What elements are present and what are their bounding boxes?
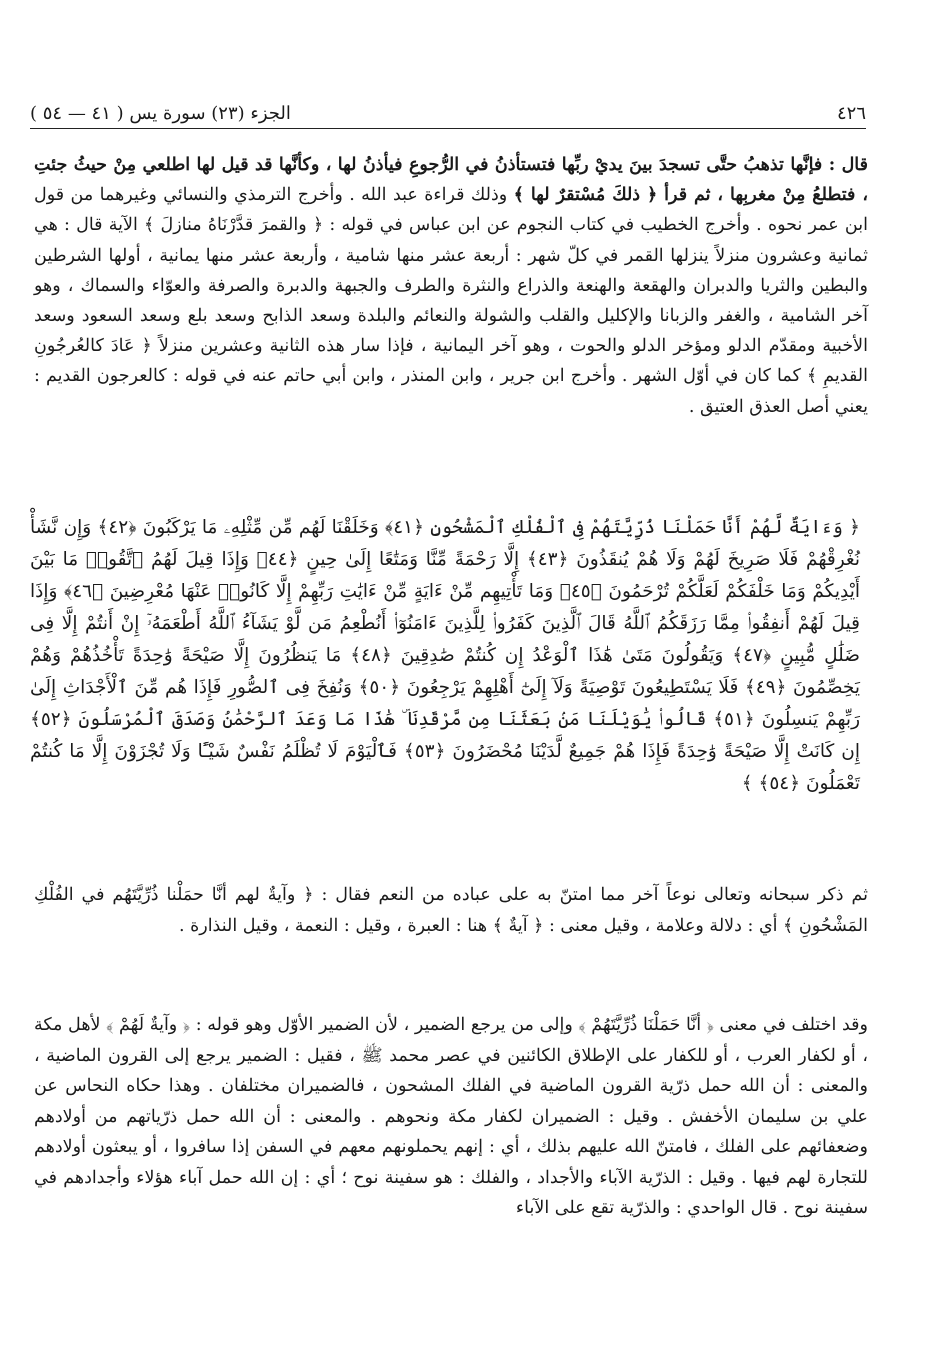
commentary-paragraph-1 — [34, 150, 868, 422]
header-divider — [30, 128, 866, 129]
page-number: ٤٢٦ — [836, 103, 866, 124]
page-header — [30, 96, 866, 124]
running-title: الجزء (٢٣) سورة يس ( ٤١ — ٥٤ ) — [30, 103, 291, 124]
quran-verses-block: ﴿ وَءَايَةٌ لَّهُمْ أَنَّا حَمَلْنَا ذُرِّيَّتَهُمْ فِى ٱلْفُلْكِ ٱلْمَشْحُونِ ﴿٤١﴾ وَخَلَقْنَا لَهُم مِّن مِّثْلِهِۦ مَا يَرْكَبُونَ ﴿٤٢﴾ وَإِن نَّشَأْ نُغْرِقْهُمْ فَلَا صَرِيخَ لَهُمْ وَلَا هُمْ يُنقَذُونَ ﴿٤٣﴾ إِلَّا رَحْمَةً مِّنَّا وَمَتَٰعًا إِلَىٰ حِينٍ ﴿٤٤﴾ وَإِذَا قِيلَ لَهُمُ ٱتَّقُوا۟ مَا بَيْنَ أَيْدِيكُمْ وَمَا خَلْفَكُمْ لَعَلَّكُمْ تُرْحَمُونَ ﴿٤٥﴾ وَمَا تَأْتِيهِم مِّنْ ءَايَةٍ مِّنْ ءَايَٰتِ رَبِّهِمْ إِلَّا كَانُوا۟ عَنْهَا مُعْرِضِينَ ﴿٤٦﴾ وَإِذَا قِيلَ لَهُمْ أَنفِقُوا۟ مِمَّا رَزَقَكُمُ ٱللَّهُ قَالَ ٱلَّذِينَ كَفَرُوا۟ لِلَّذِينَ ءَامَنُوٓا۟ أَنُطْعِمُ مَن لَّوْ يَشَآءُ ٱللَّهُ أَطْعَمَهُۥٓ إِنْ أَنتُمْ إِلَّا فِى ضَلَٰلٍ مُّبِينٍ ﴿٤٧﴾ وَيَقُولُونَ مَتَىٰ هَٰذَا ٱلْوَعْدُ إِن كُنتُمْ صَٰدِقِينَ ﴿٤٨﴾ مَا يَنظُرُونَ إِلَّا صَيْحَةً وَٰحِدَةً تَأْخُذُهُمْ وَهُمْ يَخِصِّمُونَ ﴿٤٩﴾ فَلَا يَسْتَطِيعُونَ تَوْصِيَةً وَلَآ إِلَىٰٓ أَهْلِهِمْ يَرْجِعُونَ ﴿٥٠﴾ وَنُفِخَ فِى ٱلصُّورِ فَإِذَا هُم مِّنَ ٱلْأَجْدَاثِ إِلَىٰ رَبِّهِمْ يَنسِلُونَ ﴿٥١﴾ قَالُوا۟ يَٰوَيْلَنَا مَنۢ بَعَثَنَا مِن مَّرْقَدِنَا ۜ هَٰذَا مَا وَعَدَ ٱلرَّحْمَٰنُ وَصَدَقَ ٱلْمُرْسَلُونَ ﴿٥٢﴾ إِن كَانَتْ إِلَّا صَيْحَةً وَٰحِدَةً فَإِذَا هُمْ جَمِيعٌ لَّدَيْنَا مُحْضَرُونَ ﴿٥٣﴾ فَٱلْيَوْمَ لَا تُظْلَمُ نَفْسٌ شَيْـًٔا وَلَا تُجْزَوْنَ إِلَّا مَا كُنتُمْ تَعْمَلُونَ ﴿٥٤﴾ ﴾ — [30, 517, 861, 794]
commentary-paragraph-2: ثم ذكر سبحانه وتعالى نوعاً آخر مما امتنّ به على عباده من النعم فقال : ﴿ وآيةٌ لهم أنَّا حمَلْنا ذُرِّيَّتَهُم في الفُلْكِ المَشْحُونِ ﴾ أي : دلالة وعلامة ، وقيل معنى : ﴿ آيةٌ ﴾ هنا : العبرة ، وقيل : النعمة ، وقيل النذارة . — [34, 885, 868, 936]
commentary-text: وذلك قراءة عبد الله . وأخرج الترمذي والنسائي وغيرهما من قول ابن عمر نحوه . وأخرج الخطيب في كتاب النجوم عن ابن عباس في قوله : ﴿ والقمرَ قدَّرْنَاهُ منازلَ ﴾ الآية قال : هي ثمانية وعشرون منزلاً ينزلها القمر في كلّ شهر : أربعة عشر منها شامية ، وأربعة عشر منها يمانية ، أولها الشرطين والبطين والثريا والدبران والهقعة والهنعة والذراع والنثرة والطرف والجبهة والدبرة والصرفة والعوّاء والسماك ، وهو آخر الشامية ، والغفر والزبانا والإكليل والقلب والشولة والنعائم والبلدة وسعد الذابح وسعد بلع وسعد السعود وسعد الأخبية ومقدّم الدلو ومؤخر الدلو والحوت ، وهو آخر اليمانية ، فإذا سار هذه الثانية وعشرين منزلاً ﴿ عَادَ كالعُرجُونِ القديمِ ﴾ كما كان في أوّل الشهر . وأخرج ابن جرير ، وابن المنذر ، وابن أبي حاتم عنه في قوله : كالعرجون القديم : يعني أصل العذق العتيق . — [34, 185, 868, 417]
commentary-paragraph-3: وقد اختلف في معنى ﴿ أنَّا حَمَلْنَا ذُرِّيَّتَهُمْ ﴾ وإلى من يرجع الضمير ، لأن الضمير الأوّل وهو قوله : ﴿ وآيةٌ لَهُمْ ﴾ لأهل مكة ، أو لكفار العرب ، أو للكفار على الإطلاق الكائنين في عصر محمد ﷺ ، فقيل : الضمير يرجع إلى القرون الماضية ، والمعنى : أن الله حمل ذرّية القرون الماضية في الفلك المشحون ، فالضميران مختلفان . وهذا حكاه النحاس عن علي بن سليمان الأخفش . وقيل : الضميران لكفار مكة ونحوهم . والمعنى : أن الله حمل ذرّياتهم من أولادهم وضعفائهم على الفلك ، فامتنّ الله عليهم بذلك ، أي : إنهم يحملونهم معهم في السفن إذا سافروا ، أو يبعثون أولادهم للتجارة لهم فيها . وقيل : الذرّية الآباء والأجداد ، والفلك : هو سفينة نوح ؛ أي : إن الله حمل آباء هؤلاء وأجدادهم في سفينة نوح . قال الواحدي : والذرّية تقع على الآباء — [34, 1015, 868, 1218]
hadith-bold-text: قال : فإنَّها تذهبُ حتَّى تسجدَ بينَ يديْ ربِّها فتستأذنُ في الرُّجوعِ فيأذنُ لها ، وكأنَّها قد قيل لها اطلعي مِنْ حيثُ جئتِ ، فتطلعُ مِنْ مغربِها ، ثم قرأ ﴿ ذلكَ مُسْتقرٌ لها ﴾ — [34, 155, 868, 206]
